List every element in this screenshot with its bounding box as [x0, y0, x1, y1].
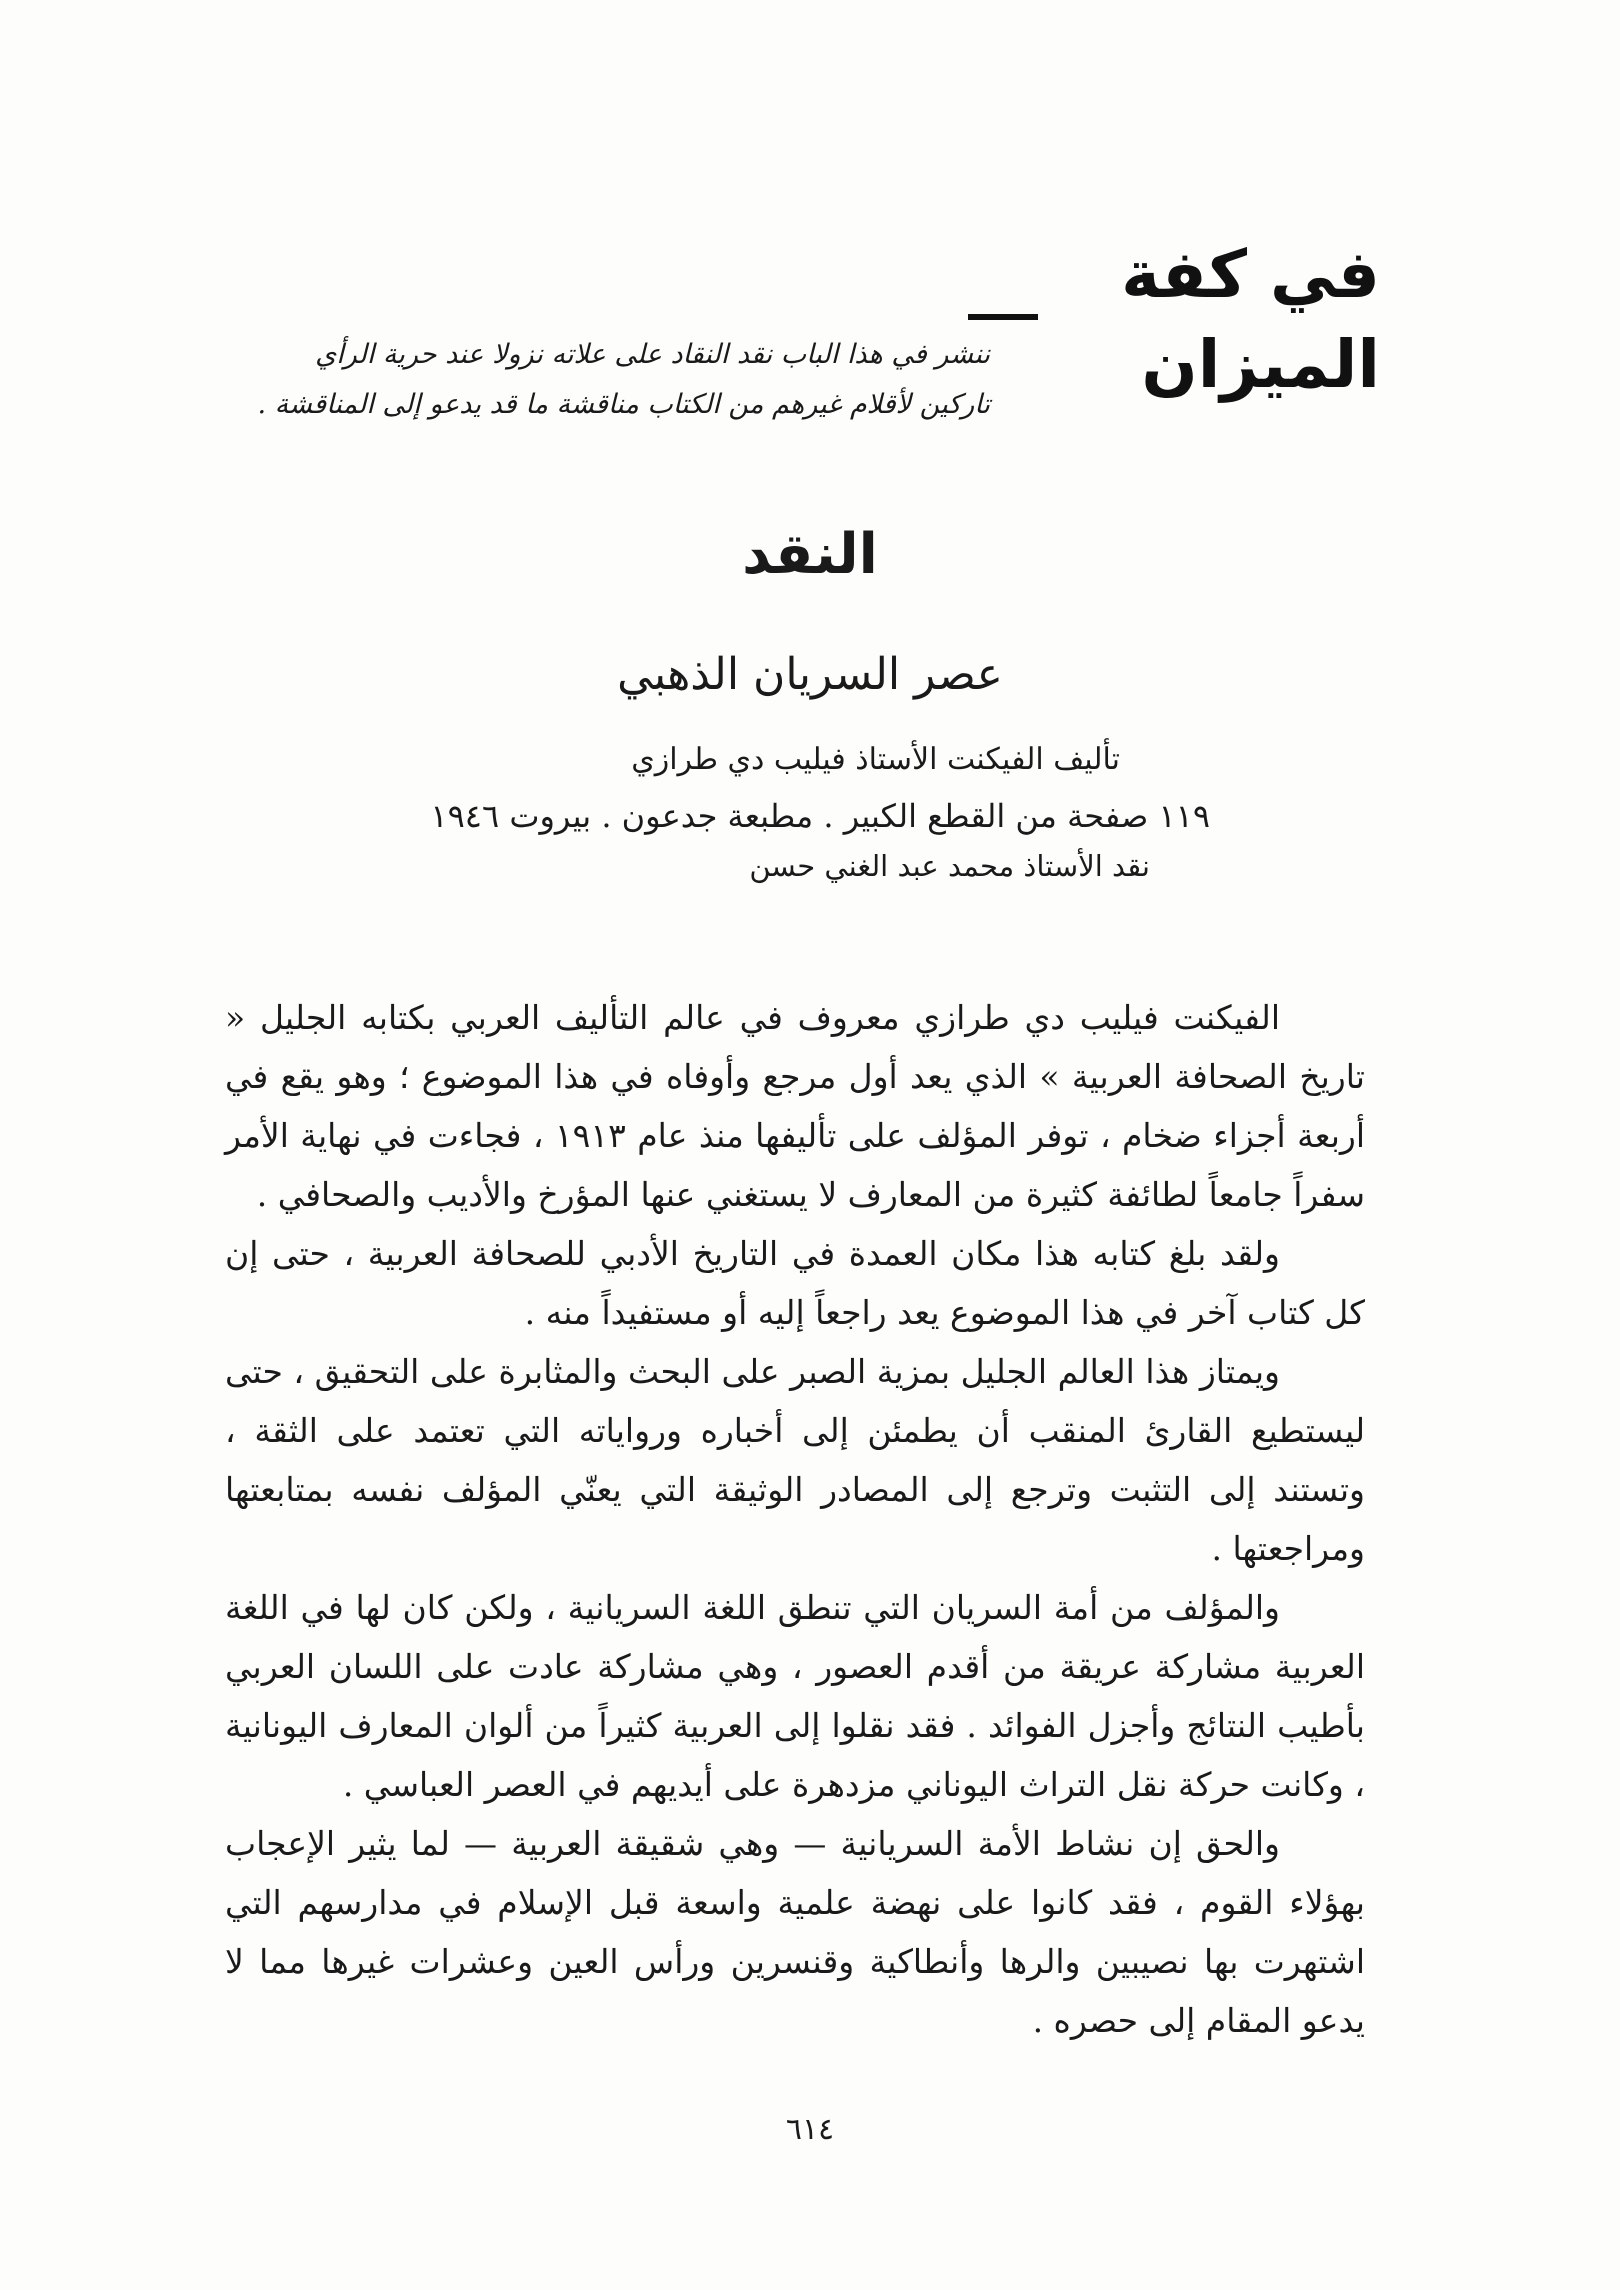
- body-paragraph: والمؤلف من أمة السريان التي تنطق اللغة السريانية ، ولكن كان لها في اللغة العربية مشاركة عريقة من أقدم العصور ، وهي مشاركة عادت على اللسان العربي بأطيب النتائج وأجزل الفوائد . فقد نقلوا إلى العربية كثيراً من ألوان المعارف اليونانية ، وكانت حركة نقل التراث اليوناني مزدهرة على أيديهم في العصر العباسي .: [225, 1588, 1365, 1804]
- page-number: ٦١٤: [785, 2112, 835, 2147]
- article-body: [225, 988, 1365, 2050]
- body-paragraph: ويمتاز هذا العالم الجليل بمزية الصبر على البحث والمثابرة على التحقيق ، حتى ليستطيع القارئ المنقب أن يطمئن إلى أخباره ورواياته التي تعتمد على الثقة ، وتستند إلى التثبت وترجع إلى المصادر الوثيقة التي يعنّي المؤلف نفسه بمتابعتها ومراجعتها .: [225, 1352, 1365, 1568]
- publication-line: ١١٩ صفحة من القطع الكبير . مطبعة جدعون . بيروت ١٩٤٦: [430, 797, 1210, 835]
- section-intro: [240, 330, 990, 430]
- main-heading: النقد: [742, 522, 878, 587]
- intro-line: تاركين لأقلام غيرهم من الكتاب مناقشة ما قد يدعو إلى المناقشة .: [257, 389, 990, 420]
- critic-line: نقد الأستاذ محمد عبد الغني حسن: [749, 849, 1150, 883]
- body-paragraph: الفيكنت فيليب دي طرازي معروف في عالم التأليف العربي بكتابه الجليل « تاريخ الصحافة العربية » الذي يعد أول مرجع وأوفاه في هذا الموضوع ؛ وهو يقع في أربعة أجزاء ضخام ، توفر المؤلف على تأليفها منذ عام ١٩١٣ ، فجاءت في نهاية الأمر سفراً جامعاً لطائفة كثيرة من المعارف لا يستغني عنها المؤرخ والأديب والصحافي .: [225, 998, 1365, 1214]
- section-title: [960, 230, 1380, 403]
- title-underline: [968, 314, 1038, 320]
- section-title-text: في كفة الميزان: [1121, 236, 1380, 403]
- book-meta: [280, 735, 1210, 891]
- intro-line: ننشر في هذا الباب نقد النقاد على علاته نزولا عند حرية الرأي: [315, 339, 990, 370]
- author-line: تأليف الفيكنت الأستاذ فيليب دي طرازي: [631, 742, 1120, 777]
- book-title: عصر السريان الذهبي: [617, 649, 1003, 700]
- body-paragraph: والحق إن نشاط الأمة السريانية — وهي شقيقة العربية — لما يثير الإعجاب بهؤلاء القوم ، فقد كانوا على نهضة علمية واسعة قبل الإسلام في مدارسهم التي اشتهرت بها نصيبين والرها وأنطاكية وقنسرين ورأس العين وعشرات غيرها مما لا يدعو المقام إلى حصره .: [225, 1824, 1365, 2040]
- body-paragraph: ولقد بلغ كتابه هذا مكان العمدة في التاريخ الأدبي للصحافة العربية ، حتى إن كل كتاب آخر في هذا الموضوع يعد راجعاً إليه أو مستفيداً منه .: [225, 1234, 1365, 1332]
